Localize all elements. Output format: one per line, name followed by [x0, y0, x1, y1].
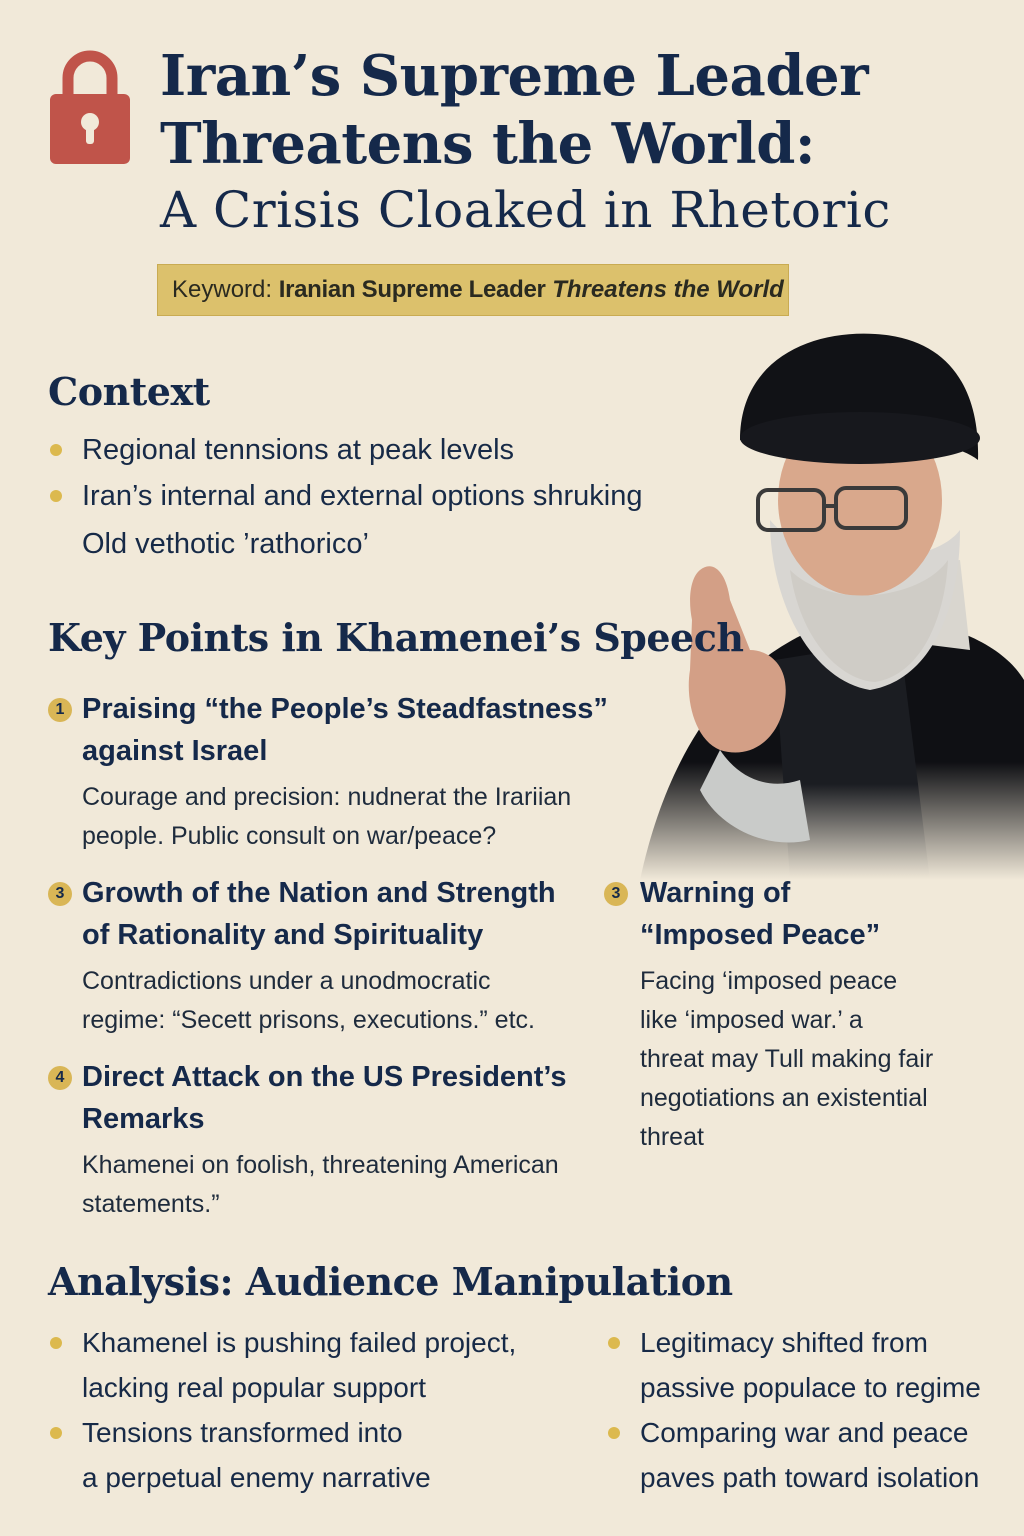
number-badge-icon: 3: [604, 882, 628, 906]
bullet-dot-icon: [50, 490, 62, 502]
key-point-2: 3 Growth of the Nation and Strength of Rationality and Spirituality Contradictions under a unodmocratic regime: “Secett prisons, executions.” etc.: [48, 872, 608, 1040]
context-extra-line: Old vethotic ’rathorico’: [82, 528, 369, 560]
list-item: Khamenel is pushing failed project, lacking real popular support: [46, 1320, 586, 1410]
keyword-banner: [157, 264, 789, 316]
page-subtitle: A Crisis Cloaked in Rhetoric: [160, 181, 891, 239]
list-item: Comparing war and peace paves path toward isolation: [604, 1410, 1014, 1500]
analysis-heading: Analysis: Audience Manipulation: [48, 1259, 733, 1304]
analysis-right-list: [604, 1320, 1014, 1500]
key-point-3: 3 Warning of “Imposed Peace” Facing ‘imposed peace like ‘imposed war.’ a threat may Tull making fair negotiations an existential threat: [604, 872, 1004, 1157]
number-badge-icon: 4: [48, 1066, 72, 1090]
list-item: Regional tennsions at peak levels: [46, 427, 642, 473]
page-title-line1: Iran’s Supreme Leader: [160, 43, 869, 109]
lock-icon: [48, 46, 132, 166]
number-badge-icon: 1: [48, 698, 72, 722]
analysis-left-list: [46, 1320, 586, 1500]
key-point-4: 4 Direct Attack on the US President’s Remarks Khamenei on foolish, threatening American statements.”: [48, 1056, 608, 1224]
bullet-dot-icon: [50, 1337, 62, 1349]
number-badge-icon: 3: [48, 882, 72, 906]
list-item: Legitimacy shifted from passive populace to regime: [604, 1320, 1014, 1410]
bullet-dot-icon: [50, 1427, 62, 1439]
keyword-value: Iranian Supreme Leader: [278, 276, 546, 303]
keyword-italic: Threatens the World: [552, 276, 784, 303]
bullet-dot-icon: [608, 1427, 620, 1439]
bullet-dot-icon: [50, 444, 62, 456]
context-heading: Context: [48, 369, 210, 414]
keyword-label: Keyword:: [172, 276, 273, 303]
key-point-1: 1 Praising “the People’s Steadfastness” against Israel Courage and precision: nudnerat the Irariian people. Public consult on war/peace?: [48, 688, 628, 856]
key-points-heading: Key Points in Khamenei’s Speech: [48, 615, 744, 660]
list-item: Tensions transformed into a perpetual enemy narrative: [46, 1410, 586, 1500]
list-item: Iran’s internal and external options shruking: [46, 473, 642, 519]
khamenei-portrait: [600, 320, 1024, 880]
context-list: [46, 427, 642, 519]
bullet-dot-icon: [608, 1337, 620, 1349]
page-title-line2: Threatens the World:: [160, 111, 816, 177]
